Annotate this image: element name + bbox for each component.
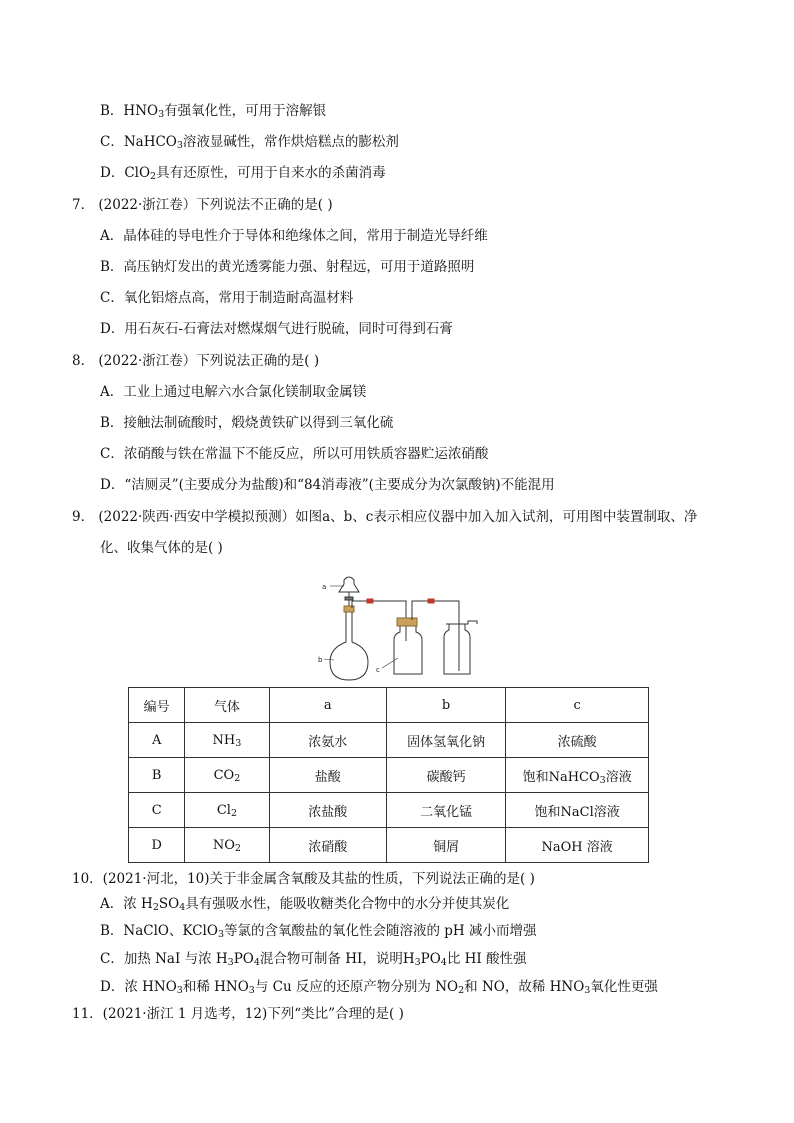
cell-a: 浓氨水: [269, 723, 386, 758]
q7-option-a: A．晶体硅的导电性介于导体和绝缘体之间，常用于制造光导纤维: [100, 228, 488, 244]
cell-a: 浓盐酸: [269, 793, 386, 828]
header-id: 编号: [129, 688, 185, 723]
cell-b: 二氧化锰: [386, 793, 505, 828]
label-b: b: [318, 656, 323, 664]
table-row: [129, 723, 649, 758]
cell-c: 饱和NaCl溶液: [506, 793, 649, 828]
cell-id: B: [129, 758, 185, 793]
q10-stem: 10．(2021·河北，10)关于非金属含氧酸及其盐的性质，下列说法正确的是( ): [72, 871, 535, 887]
q6-option-d: D．ClO$_2$具有还原性，可用于自来水的杀菌消毒: [100, 165, 386, 182]
cell-gas: $Cl_2$: [185, 793, 269, 828]
q7-option-c: C．氧化铝熔点高，常用于制造耐高温材料: [100, 290, 354, 306]
q7-option-d: D．用石灰石-石膏法对燃煤烟气进行脱硫，同时可得到石膏: [100, 321, 453, 337]
cell-a: 浓硝酸: [269, 828, 386, 863]
q8-option-a: A．工业上通过电解六水合氯化镁制取金属镁: [100, 384, 367, 400]
cell-id: C: [129, 793, 185, 828]
cell-c: 饱和NaHCO$_3$溶液: [506, 758, 649, 793]
q6-option-c: C．NaHCO$_3$溶液显碱性，常作烘焙糕点的膨松剂: [100, 134, 399, 151]
q10-option-d: D．浓 $HNO_3$和稀 $HNO_3$与 Cu 反应的还原产物分别为 $NO_2$和 NO，故稀 $HNO_3$氧化性更强: [100, 979, 658, 996]
cell-gas: $CO_2$: [185, 758, 269, 793]
table-row: [129, 828, 649, 863]
q11-stem: 11．(2021·浙江 1 月选考，12)下列“类比”合理的是( ): [72, 1006, 404, 1022]
cell-id: A: [129, 723, 185, 758]
header-gas: 气体: [185, 688, 269, 723]
label-a: a: [322, 583, 327, 591]
q9-stem-line2: 化、收集气体的是( ): [100, 540, 223, 556]
q6-option-b: B．$HNO_3$有强氧化性，可用于溶解银: [100, 103, 327, 120]
q10-option-b: B．NaClO、KClO$_3$等氯的含氧酸盐的氧化性会随溶液的 pH 减小而增强: [100, 923, 537, 940]
cell-id: D: [129, 828, 185, 863]
table-header-row: [129, 688, 649, 723]
cell-b: 铜屑: [386, 828, 505, 863]
cell-gas: $NH_3$: [185, 723, 269, 758]
cell-c: 浓硫酸: [506, 723, 649, 758]
table-row: [129, 758, 649, 793]
cell-c: NaOH 溶液: [506, 828, 649, 863]
cell-b: 碳酸钙: [386, 758, 505, 793]
q10-option-a: A．浓 $H_2SO_4$具有强吸水性，能吸收糖类化合物中的水分并使其炭化: [100, 896, 510, 913]
table-row: [129, 793, 649, 828]
q9-stem-line1: 9． (2022·陕西·西安中学模拟预测）如图a、b、c表示相应仪器中加入加入试剂，可用图中装置制取、净: [72, 509, 698, 525]
q7-option-b: B．高压钠灯发出的黄光透雾能力强、射程远，可用于道路照明: [100, 259, 475, 275]
q8-stem: 8． (2022·浙江卷）下列说法正确的是( ): [72, 353, 320, 369]
q10-option-c: C．加热 NaI 与浓 $H_3PO_4$混合物可制备 HI，说明$H_3PO_4$比 HI 酸性强: [100, 951, 527, 968]
cell-gas: $NO_2$: [185, 828, 269, 863]
gas-apparatus-diagram: [318, 572, 484, 682]
cell-a: 盐酸: [269, 758, 386, 793]
header-c: c: [506, 688, 649, 723]
header-a: a: [269, 688, 386, 723]
reagent-table: [128, 687, 649, 863]
header-b: b: [386, 688, 505, 723]
q7-stem: 7． (2022·浙江卷）下列说法不正确的是( ): [72, 197, 333, 213]
label-c: c: [376, 666, 380, 674]
q8-option-d: D．“洁厕灵”(主要成分为盐酸)和“84消毒液”(主要成分为次氯酸钠)不能混用: [100, 477, 555, 493]
q8-option-c: C．浓硝酸与铁在常温下不能反应，所以可用铁质容器贮运浓硝酸: [100, 446, 489, 462]
cell-b: 固体氢氧化钠: [386, 723, 505, 758]
q8-option-b: B．接触法制硫酸时，煅烧黄铁矿以得到三氧化硫: [100, 415, 394, 431]
